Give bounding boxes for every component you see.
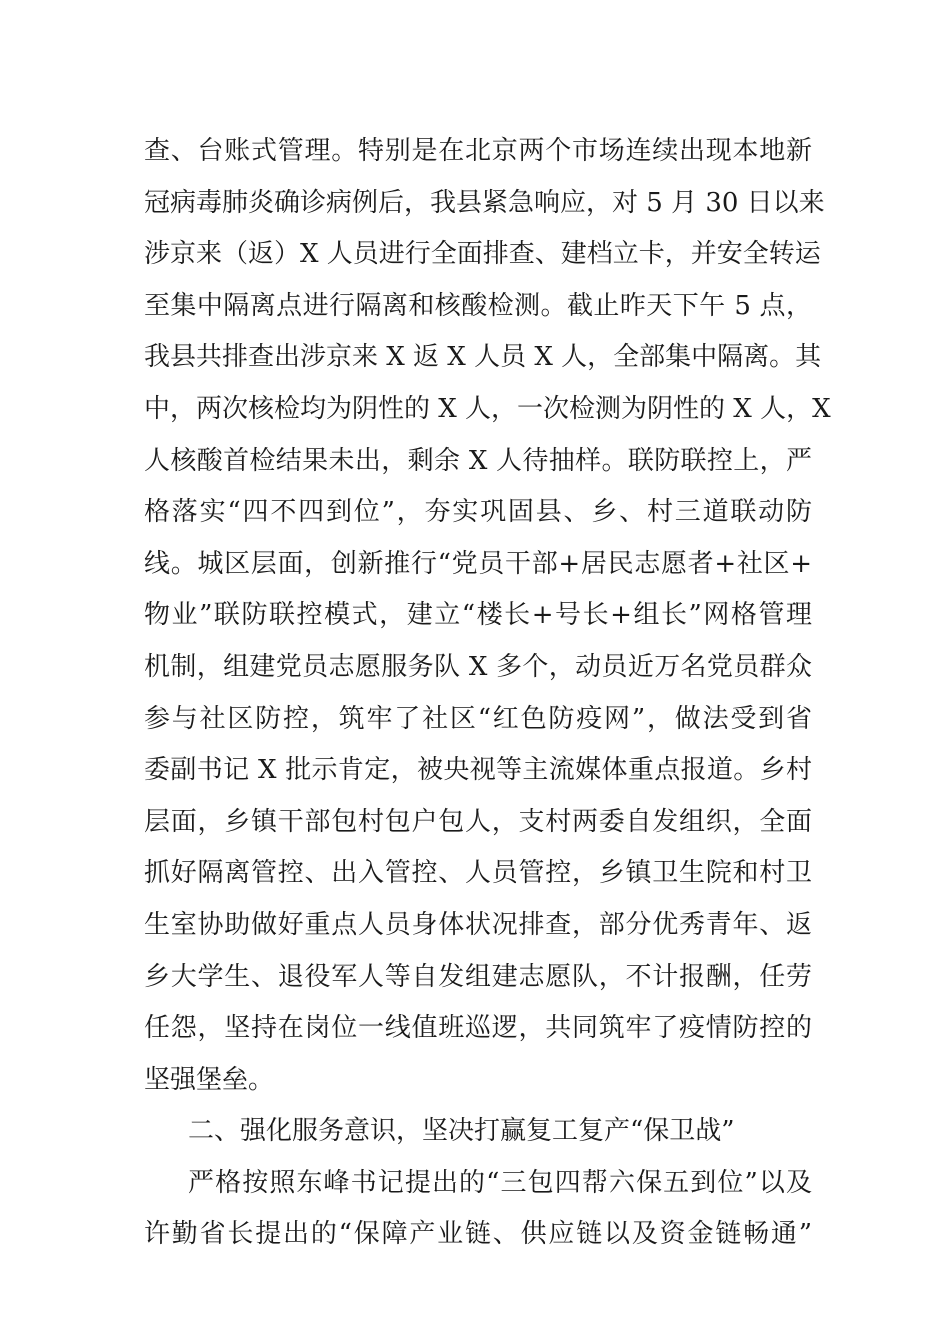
- paragraph-1-line-16: 生室协助做好重点人员身体状况排查，部分优秀青年、返: [144, 909, 812, 940]
- paragraph-1-line-6: 中，两次核检均为阴性的 X 人，一次检测为阴性的 X 人，X: [144, 393, 831, 424]
- paragraph-1-line-18: 任怨，坚持在岗位一线值班巡逻，共同筑牢了疫情防控的: [144, 1013, 812, 1044]
- paragraph-1-line-13: 委副书记 X 批示肯定，被央视等主流媒体重点报道。乡村: [144, 755, 812, 786]
- paragraph-1-line-3: 涉京来（返）X 人员进行全面排查、建档立卡，并安全转运: [144, 239, 821, 270]
- paragraph-1-line-19: 坚强堡垒。: [144, 1064, 275, 1095]
- section-heading: 二、强化服务意识，坚决打赢复工复产“保卫战”: [188, 1116, 735, 1147]
- paragraph-1-line-12: 参与社区防控，筑牢了社区“红色防疫网”，做法受到省: [144, 703, 812, 734]
- paragraph-2-line-2: 许勤省长提出的“保障产业链、供应链以及资金链畅通”: [144, 1219, 812, 1250]
- paragraph-1-line-4: 至集中隔离点进行隔离和核酸检测。截止昨天下午 5 点，: [144, 290, 812, 321]
- document-body: [144, 126, 831, 1261]
- paragraph-1-line-7: 人核酸首检结果未出，剩余 X 人待抽样。联防联控上，严: [144, 445, 812, 476]
- paragraph-1-line-15: 抓好隔离管控、出入管控、人员管控，乡镇卫生院和村卫: [144, 858, 812, 889]
- paragraph-1-line-5: 我县共排查出涉京来 X 返 X 人员 X 人，全部集中隔离。其: [144, 342, 822, 373]
- paragraph-2-line-1: 严格按照东峰书记提出的“三包四帮六保五到位”以及: [188, 1167, 812, 1198]
- paragraph-1-line-8: 格落实“四不四到位”，夯实巩固县、乡、村三道联动防: [144, 497, 812, 528]
- paragraph-1-line-10: 物业”联防联控模式，建立“楼长+号长+组长”网格管理: [144, 600, 812, 631]
- paragraph-1-line-11: 机制，组建党员志愿服务队 X 多个，动员近万名党员群众: [144, 651, 812, 682]
- paragraph-1-line-17: 乡大学生、退役军人等自发组建志愿队，不计报酬，任劳: [144, 961, 812, 992]
- paragraph-1-line-14: 层面，乡镇干部包村包户包人，支村两委自发组织，全面: [144, 806, 812, 837]
- paragraph-1-line-2: 冠病毒肺炎确诊病例后，我县紧急响应，对 5 月 30 日以来: [144, 187, 825, 218]
- paragraph-1-line-9: 线。城区层面，创新推行“党员干部+居民志愿者+社区+: [144, 548, 812, 579]
- paragraph-1-line-1: 查、台账式管理。特别是在北京两个市场连续出现本地新: [144, 136, 812, 166]
